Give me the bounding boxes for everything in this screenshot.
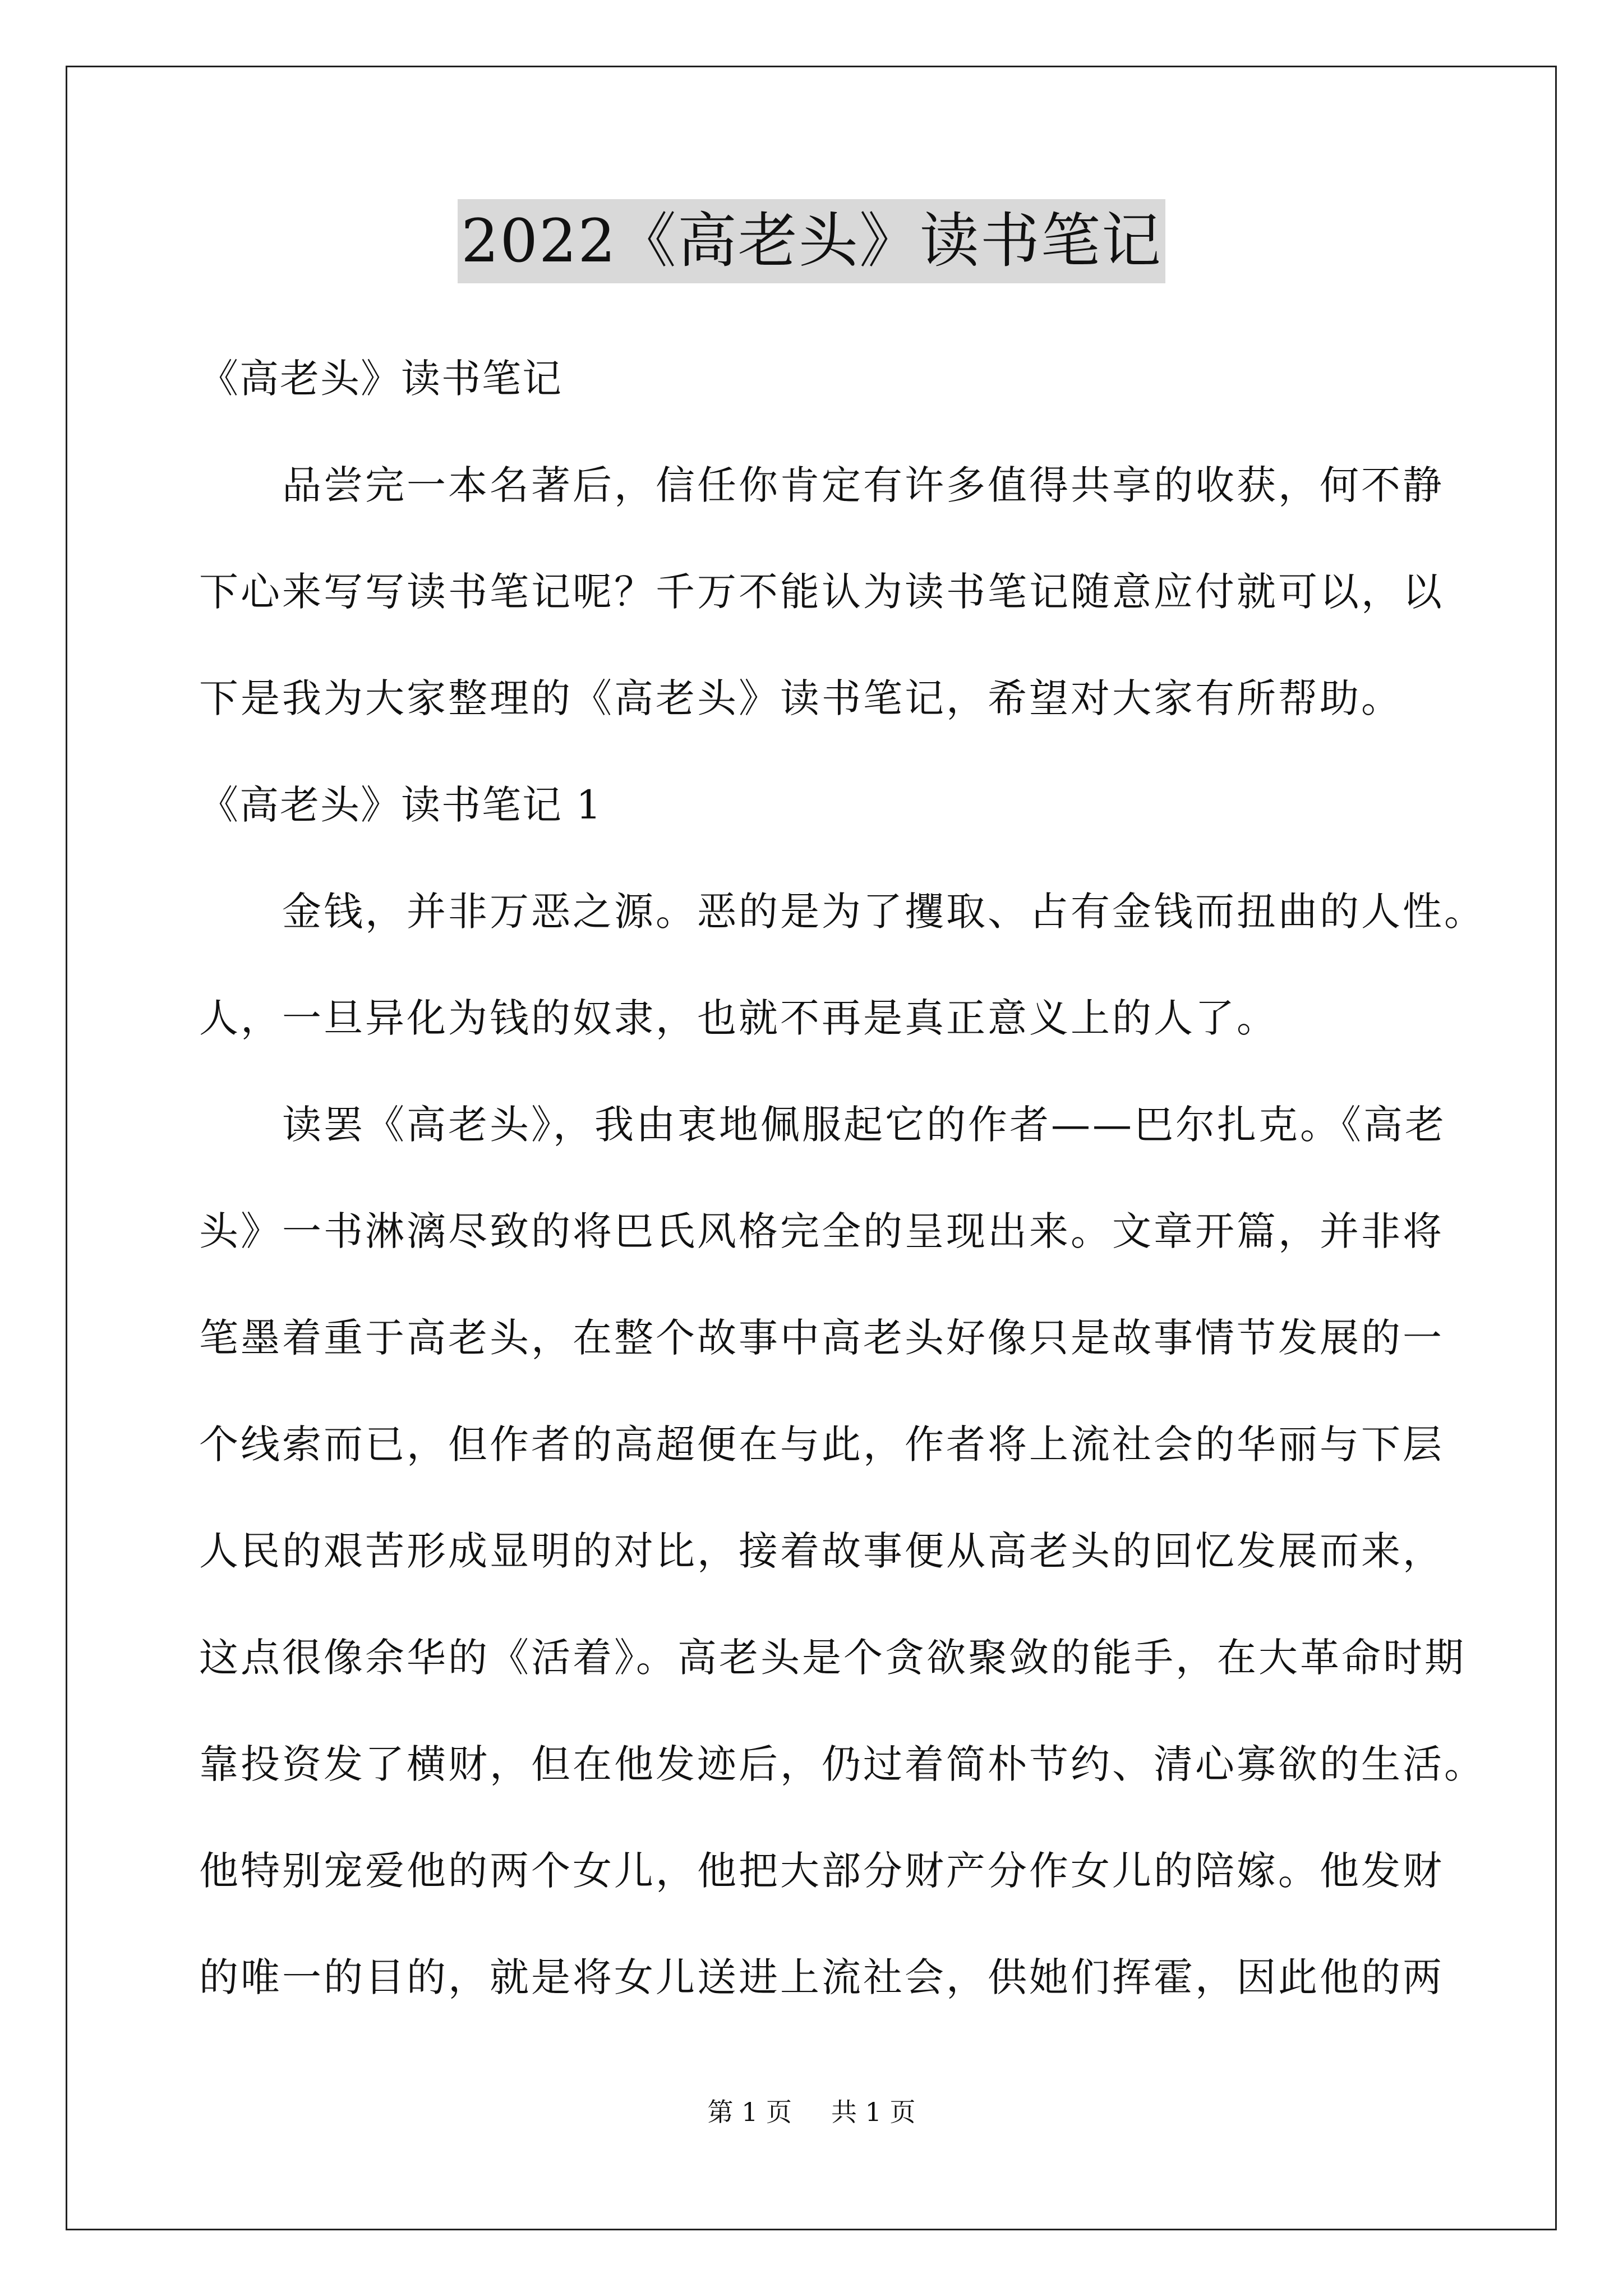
paragraph-line: 读罢《高老头》，我由衷地佩服起它的作者——巴尔扎克。《高老	[282, 1102, 1446, 1148]
paragraph-line: 个线索而已，但作者的高超便在与此，作者将上流社会的华丽与下层	[199, 1421, 1444, 1467]
paragraph-line: 金钱，并非万恶之源。恶的是为了攫取、占有金钱而扭曲的人性。	[282, 889, 1486, 935]
document-body	[199, 325, 1486, 2031]
paragraph-line: 笔墨着重于高老头，在整个故事中高老头好像只是故事情节发展的一	[199, 1315, 1444, 1361]
title-container	[0, 199, 1623, 283]
page-number: 第 1 页	[707, 2097, 792, 2127]
paragraph-line: 这点很像余华的《活着》。高老头是个贪欲聚敛的能手，在大革命时期	[199, 1635, 1466, 1681]
paragraph-line: 的唯一的目的，就是将女儿送进上流社会，供她们挥霍，因此他的两	[199, 1954, 1444, 2000]
paragraph-line: 靠投资发了横财，但在他发迹后，仍过着简朴节约、清心寡欲的生活。	[199, 1741, 1486, 1787]
section-heading: 《高老头》读书笔记 1	[199, 782, 602, 828]
paragraph-line: 下心来写写读书笔记呢？千万不能认为读书笔记随意应付就可以，以	[199, 569, 1444, 615]
paragraph-line: 头》一书淋漓尽致的将巴氏风格完全的呈现出来。文章开篇，并非将	[199, 1208, 1444, 1254]
section-heading: 《高老头》读书笔记	[199, 356, 562, 402]
paragraph-line: 他特别宠爱他的两个女儿，他把大部分财产分作女儿的陪嫁。他发财	[199, 1848, 1444, 1894]
document-title: 2022《高老头》读书笔记	[458, 199, 1165, 283]
paragraph-line: 人民的艰苦形成显明的对比，接着故事便从高老头的回忆发展而来，	[199, 1528, 1444, 1574]
paragraph-line: 人，一旦异化为钱的奴隶，也就不再是真正意义上的人了。	[199, 995, 1278, 1041]
paragraph-line: 下是我为大家整理的《高老头》读书笔记，希望对大家有所帮助。	[199, 675, 1403, 721]
paragraph-line: 品尝完一本名著后，信任你肯定有许多值得共享的收获，何不静	[282, 462, 1444, 508]
page-footer	[0, 2095, 1623, 2129]
total-pages: 共 1 页	[831, 2097, 916, 2127]
